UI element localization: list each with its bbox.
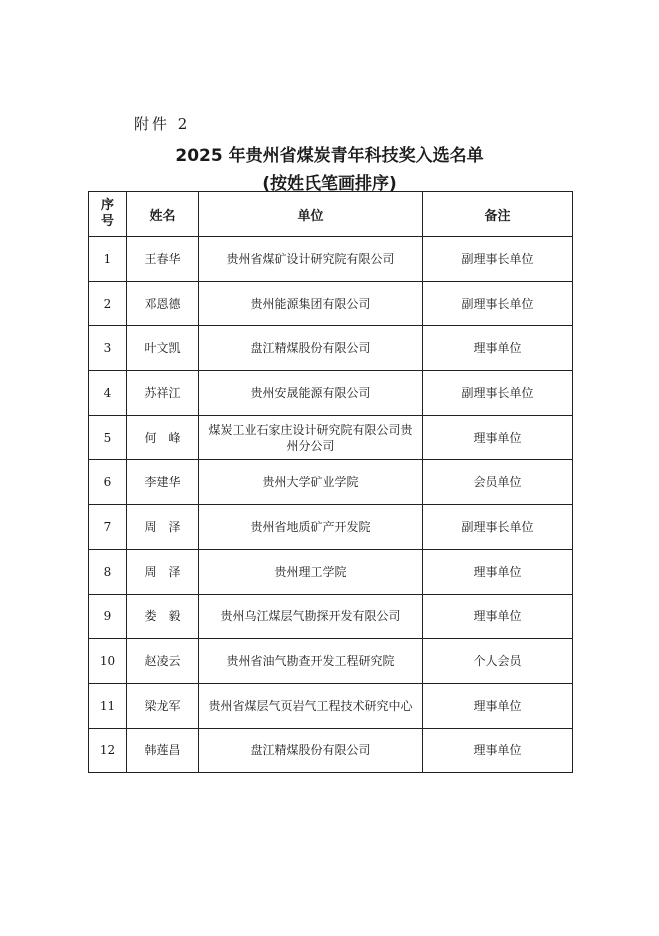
cell-serial-number: 11 bbox=[89, 683, 127, 728]
attachment-label: 附件 2 bbox=[134, 115, 191, 133]
cell-unit: 盘江精煤股份有限公司 bbox=[199, 326, 423, 371]
award-roster-table bbox=[88, 191, 573, 773]
table-row bbox=[89, 371, 573, 416]
table-row bbox=[89, 281, 573, 326]
cell-note: 个人会员 bbox=[423, 639, 573, 684]
table-row bbox=[89, 639, 573, 684]
cell-note: 理事单位 bbox=[423, 683, 573, 728]
cell-unit: 贵州乌江煤层气勘探开发有限公司 bbox=[199, 594, 423, 639]
cell-unit: 贵州理工学院 bbox=[199, 549, 423, 594]
cell-serial-number: 9 bbox=[89, 594, 127, 639]
cell-note: 会员单位 bbox=[423, 460, 573, 505]
cell-unit: 贵州省地质矿产开发院 bbox=[199, 505, 423, 550]
header-unit: 单位 bbox=[199, 192, 423, 237]
cell-serial-number: 10 bbox=[89, 639, 127, 684]
table-row bbox=[89, 549, 573, 594]
table-body bbox=[89, 237, 573, 773]
cell-note: 副理事长单位 bbox=[423, 371, 573, 416]
cell-name: 王春华 bbox=[127, 237, 199, 282]
table-header bbox=[89, 192, 573, 237]
header-row bbox=[89, 192, 573, 237]
cell-unit: 煤炭工业石家庄设计研究院有限公司贵州分公司 bbox=[199, 415, 423, 460]
cell-unit: 盘江精煤股份有限公司 bbox=[199, 728, 423, 773]
table-row bbox=[89, 683, 573, 728]
table-row bbox=[89, 326, 573, 371]
cell-name: 苏祥江 bbox=[127, 371, 199, 416]
cell-unit: 贵州省油气勘查开发工程研究院 bbox=[199, 639, 423, 684]
cell-name: 韩莲昌 bbox=[127, 728, 199, 773]
table-row bbox=[89, 505, 573, 550]
cell-note: 理事单位 bbox=[423, 415, 573, 460]
cell-name: 叶文凯 bbox=[127, 326, 199, 371]
cell-serial-number: 7 bbox=[89, 505, 127, 550]
cell-name: 周 泽 bbox=[127, 505, 199, 550]
header-note: 备注 bbox=[423, 192, 573, 237]
table-row bbox=[89, 415, 573, 460]
cell-unit: 贵州能源集团有限公司 bbox=[199, 281, 423, 326]
header-serial-line2: 号 bbox=[100, 214, 114, 229]
cell-unit: 贵州省煤层气页岩气工程技术研究中心 bbox=[199, 683, 423, 728]
cell-serial-number: 1 bbox=[89, 237, 127, 282]
header-serial-line1: 序 bbox=[100, 198, 114, 213]
cell-serial-number: 5 bbox=[89, 415, 127, 460]
cell-note: 理事单位 bbox=[423, 728, 573, 773]
cell-serial-number: 8 bbox=[89, 549, 127, 594]
cell-note: 副理事长单位 bbox=[423, 505, 573, 550]
table-row bbox=[89, 728, 573, 773]
table-row bbox=[89, 460, 573, 505]
cell-note: 副理事长单位 bbox=[423, 281, 573, 326]
table-row bbox=[89, 594, 573, 639]
document-title: 2025 年贵州省煤炭青年科技奖入选名单 bbox=[175, 146, 484, 166]
cell-serial-number: 12 bbox=[89, 728, 127, 773]
cell-unit: 贵州安晟能源有限公司 bbox=[199, 371, 423, 416]
cell-name: 赵凌云 bbox=[127, 639, 199, 684]
document-subtitle: (按姓氏笔画排序) bbox=[262, 174, 397, 194]
cell-name: 邓恩德 bbox=[127, 281, 199, 326]
table-row bbox=[89, 237, 573, 282]
cell-serial-number: 4 bbox=[89, 371, 127, 416]
cell-note: 理事单位 bbox=[423, 549, 573, 594]
header-name: 姓名 bbox=[127, 192, 199, 237]
cell-name: 梁龙军 bbox=[127, 683, 199, 728]
cell-name: 娄 毅 bbox=[127, 594, 199, 639]
header-serial-number bbox=[89, 192, 127, 237]
cell-name: 李建华 bbox=[127, 460, 199, 505]
cell-serial-number: 3 bbox=[89, 326, 127, 371]
cell-name: 周 泽 bbox=[127, 549, 199, 594]
cell-unit: 贵州大学矿业学院 bbox=[199, 460, 423, 505]
cell-note: 理事单位 bbox=[423, 594, 573, 639]
cell-serial-number: 2 bbox=[89, 281, 127, 326]
cell-note: 理事单位 bbox=[423, 326, 573, 371]
cell-unit: 贵州省煤矿设计研究院有限公司 bbox=[199, 237, 423, 282]
cell-note: 副理事长单位 bbox=[423, 237, 573, 282]
cell-serial-number: 6 bbox=[89, 460, 127, 505]
cell-name: 何 峰 bbox=[127, 415, 199, 460]
